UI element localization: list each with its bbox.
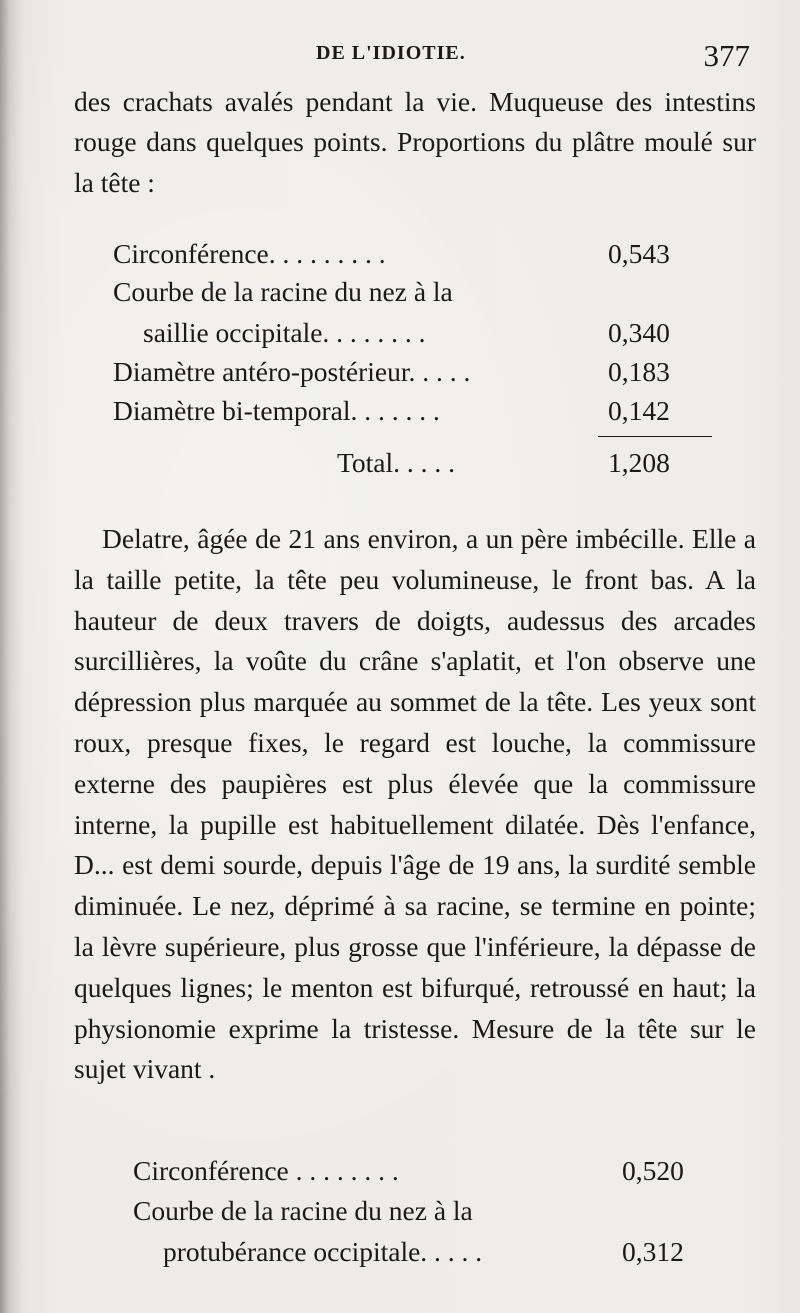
total-value: 1,208 [608, 447, 670, 478]
measure-label: saillie occipitale. . . . . . . . [143, 317, 426, 348]
measure-value: 0,340 [608, 317, 670, 348]
total-label: Total. . . . . [337, 447, 455, 478]
measure-label: Diamètre antéro-postérieur. . . . . [113, 356, 471, 387]
intro-text: des crachats avalés pendant la vie. Muqueuse des intestins rouge dans quelques points. Proportions du plâtre moulé sur la tête : [74, 86, 756, 198]
measure-label: Courbe de la racine du nez à la [113, 276, 453, 307]
page-number: 377 [703, 38, 750, 73]
measure-value: 0,543 [608, 238, 670, 269]
measure-label: Circonférence. . . . . . . . . [113, 238, 386, 269]
total-rule [598, 436, 712, 437]
case-paragraph: Delatre, âgée de 21 ans environ, a un père imbécille. Elle a la taille petite, la tête peu volumineuse, le front bas. A la hauteur de deux travers de doigts, audessus des arcades surcillières, la voûte du crâne s'aplatit, et l'on observe une dépression plus marquée au sommet de la tête. Les yeux sont roux, presque fixes, le regard est louche, la commissure externe des paupières est plus élevée que la commissure interne, la pupille est habituellement dilatée. Dès l'enfance, D... est demi sourde, depuis l'âge de 19 ans, la surdité semble diminuée. Le nez, déprimé à sa racine, se termine en pointe; la lèvre supérieure, plus grosse que l'inférieure, la dépasse de quelques lignes; le menton est bifurqué, retroussé en haut; la physionomie exprime la tristesse. Mesure de la tête sur le sujet vivant . [74, 523, 756, 1085]
measure-value: 0,312 [622, 1236, 684, 1267]
measure-value: 0,142 [608, 395, 670, 426]
measure-label: Courbe de la racine du nez à la [133, 1195, 473, 1226]
measure-value: 0,183 [608, 356, 670, 387]
measure-value: 0,520 [622, 1155, 684, 1186]
measure-label: Circonférence . . . . . . . . [133, 1155, 399, 1186]
measure-label: Diamètre bi-temporal. . . . . . . [113, 395, 440, 426]
running-head: DE L'IDIOTIE. [316, 42, 466, 64]
measure-label: protubérance occipitale. . . . . [163, 1236, 483, 1267]
page-header [0, 38, 800, 78]
